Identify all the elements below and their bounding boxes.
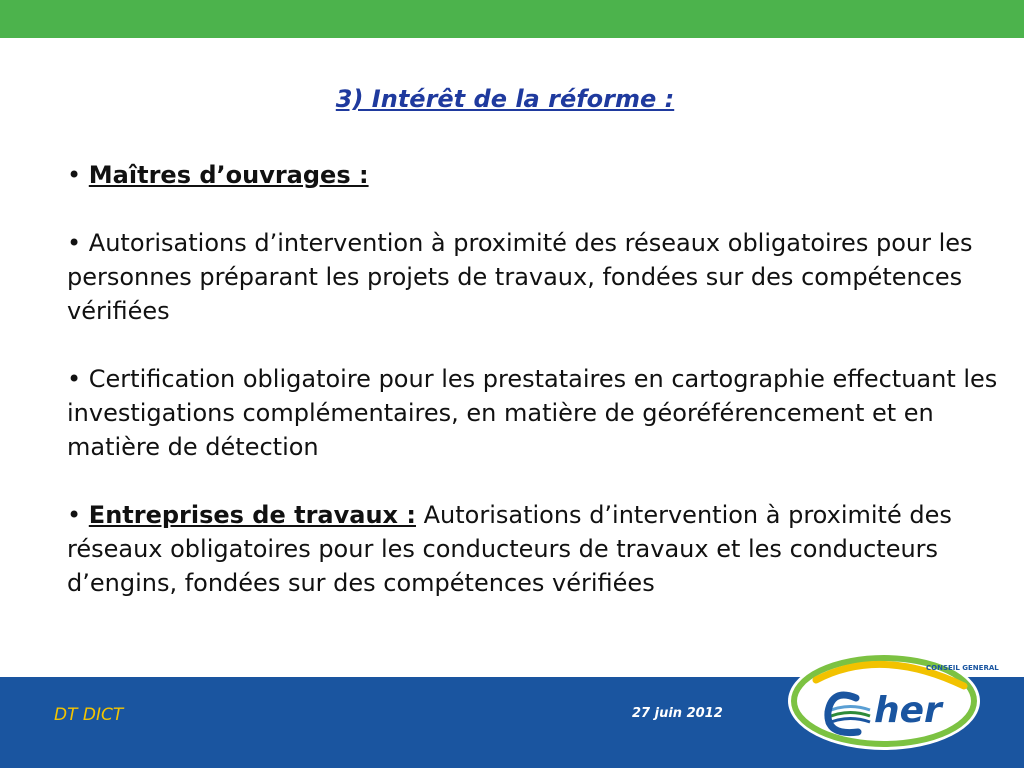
logo-small-text: CONSEIL GENERAL [926,664,999,672]
bullet: • [67,161,89,189]
footer-label: DT DICT [54,705,124,725]
section-heading-entreprises: Entreprises de travaux : [88,501,416,529]
section-maitres-ouvrages [67,158,1012,192]
slide-body [67,158,1012,600]
footer-date: 27 juin 2012 [632,706,723,721]
slide-title: 3) Intérêt de la réforme : [335,85,675,113]
section-text-entreprises: Autorisations d’intervention à proximité des réseaux obligatoires pour les conducteurs de travaux et les conducteurs d’engins, fondées sur des compétences vérifiées [67,501,952,597]
cher-logo [786,650,999,752]
logo-name-text: her [874,690,942,731]
section-heading-maitres-ouvrages: Maîtres d’ouvrages : [88,161,369,189]
bullet-item-certification: • Certification obligatoire pour les prestataires en cartographie effectuant les investigations complémentaires, en matière de géoréférencement et en matière de détection [67,365,998,461]
bullet: • [67,501,89,529]
section-entreprises-travaux [67,498,1012,600]
bullet-item-autorisations: • Autorisations d’intervention à proximité des réseaux obligatoires pour les personnes préparant les projets de travaux, fondées sur des compétences vérifiées [67,229,973,325]
top-green-bar [0,0,1024,38]
